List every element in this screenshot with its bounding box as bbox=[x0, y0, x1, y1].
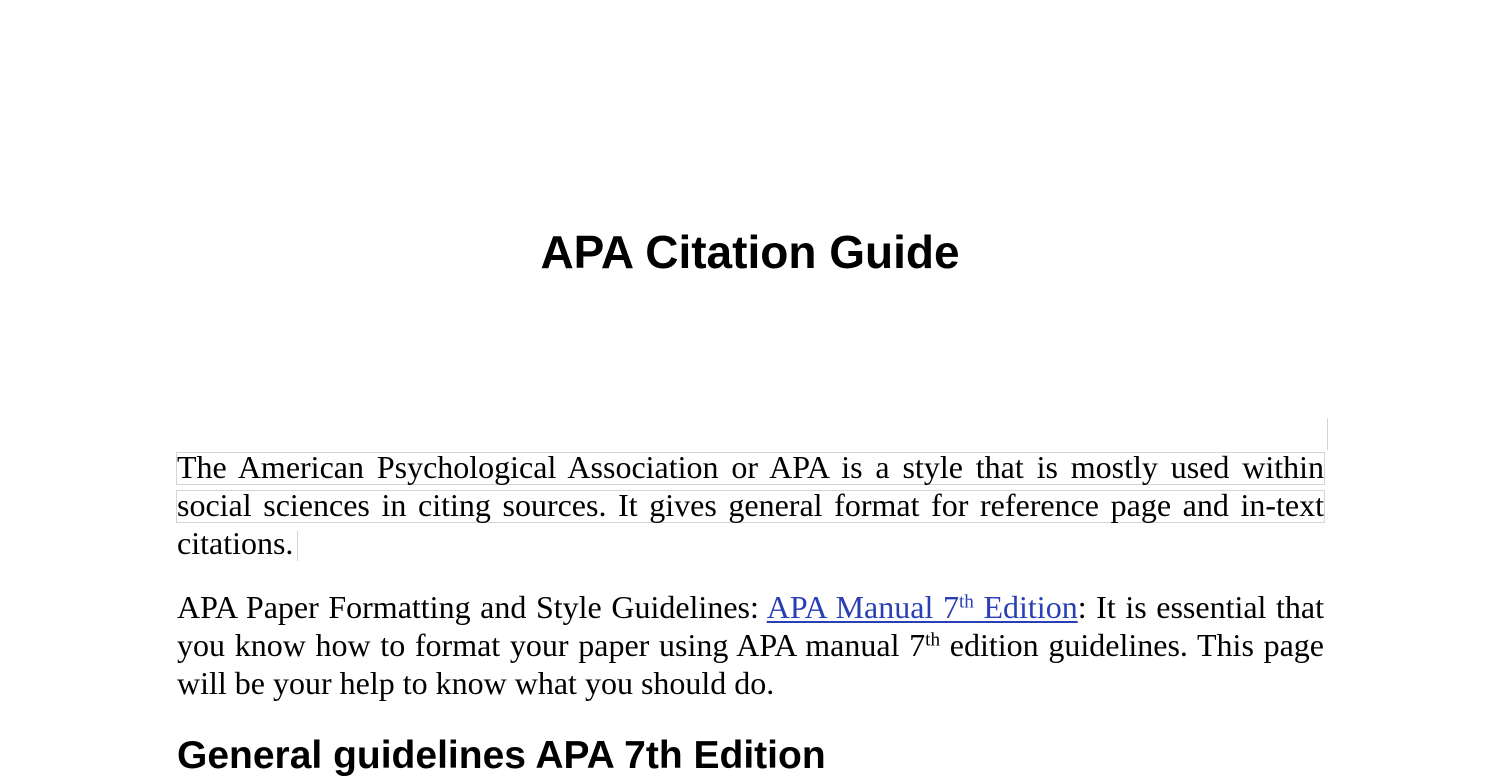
guidelines-paragraph bbox=[177, 588, 1324, 702]
text-line bbox=[177, 588, 1324, 626]
ordinal-superscript: th bbox=[925, 629, 941, 651]
apa-manual-link[interactable] bbox=[767, 589, 1078, 625]
apa-manual-link-text-end: Edition bbox=[973, 589, 1078, 625]
intro-paragraph bbox=[177, 448, 1324, 562]
document-title: APA Citation Guide bbox=[540, 226, 960, 278]
guidelines-text: you know how to format your paper using APA manual 7 bbox=[177, 627, 926, 663]
text-line: will be your help to know what you should do. bbox=[177, 665, 775, 701]
frame-edge-marker bbox=[1327, 418, 1328, 450]
guidelines-intro-text: APA Paper Formatting and Style Guidelines: bbox=[177, 589, 767, 625]
apa-manual-link-text: APA Manual 7 bbox=[766, 589, 959, 625]
text-line: The American Psychological Association or APA is a style that is mostly used within bbox=[177, 449, 1324, 485]
guidelines-text: : It is essential that bbox=[1077, 589, 1325, 625]
text-line: citations. bbox=[177, 525, 294, 561]
text-line bbox=[177, 626, 1324, 664]
guidelines-text: edition guidelines. This page bbox=[940, 627, 1324, 663]
ordinal-superscript: th bbox=[958, 591, 974, 613]
text-line: social sciences in citing sources. It gives general format for reference page and in-text bbox=[177, 487, 1324, 523]
section-heading: General guidelines APA 7th Edition bbox=[177, 734, 826, 777]
